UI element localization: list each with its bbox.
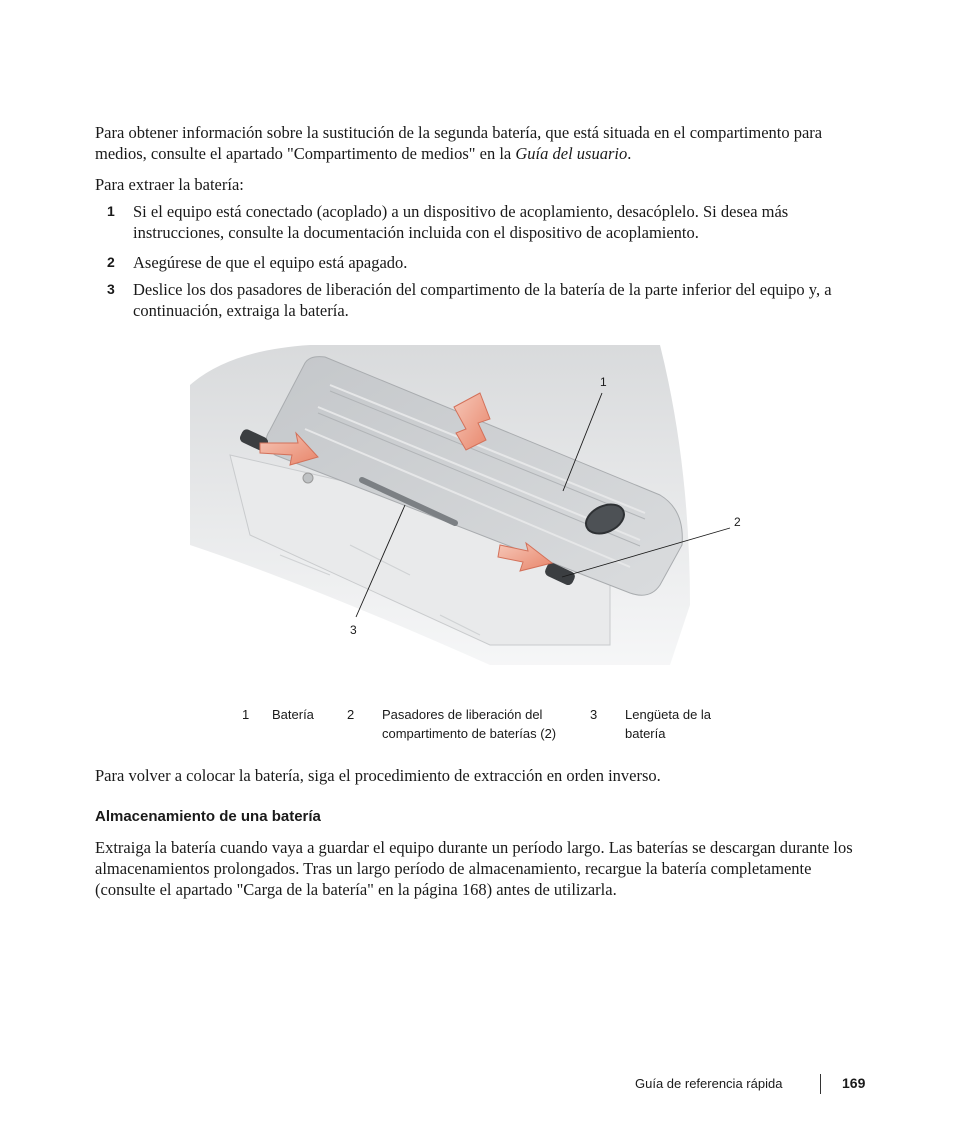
legend-label: Lengüeta de la batería [625,707,712,741]
steps-lead: Para extraer la batería: [95,175,244,194]
battery-removal-figure [190,345,750,675]
step-text: Si el equipo está conectado (acoplado) a un dispositivo de acoplamiento, desacóplelo. Si desea más instrucciones, consulte la documentación incluida con el dispositivo de acoplamiento. [133,202,789,242]
step-number: 1 [107,203,115,219]
page-number: 169 [842,1075,866,1091]
intro-end: . [627,144,632,163]
step-number: 2 [107,254,115,270]
step-2 [95,252,865,273]
step-text: Deslice los dos pasadores de liberación del compartimento de la batería de la parte inferior del equipo y, a continuación, extraiga la batería. [133,280,832,320]
user-guide-title: Guía del usuario [515,144,628,163]
callout-2: 2 [734,515,741,529]
step-1 [95,201,865,243]
legend-label: Pasadores de liberación del compartimento de baterías (2) [382,707,557,741]
callout-1: 1 [600,375,607,389]
reinstall-paragraph: Para volver a colocar la batería, siga el procedimiento de extracción en orden inverso. [95,766,661,785]
legend-number: 1 [242,707,250,722]
step-number: 3 [107,281,115,297]
legend-label: Batería [272,707,314,722]
footer-guide-title: Guía de referencia rápida [635,1076,783,1091]
legend-number: 3 [590,707,598,722]
step-3 [95,279,865,321]
callout-3: 3 [350,623,357,637]
intro-text: Para obtener información sobre la sustitución de la segunda batería, que está situada en el compartimento para medios, consulte el apartado "Compartimento de medios" en la [95,123,823,163]
intro-paragraph [95,122,865,164]
battery-illustration [190,345,750,675]
storage-paragraph: Extraiga la batería cuando vaya a guardar el equipo durante un período largo. Las baterías se descargan durante los almacenamientos prolongados. Tras un largo período de almacenamiento, recargue la batería completamente (consulte el apartado "Carga de la batería" en la página 168) antes de utilizarla. [95,838,853,899]
legend-number: 2 [347,707,355,722]
footer-separator [820,1074,821,1094]
step-text: Asegúrese de que el equipo está apagado. [133,253,408,272]
section-heading: Almacenamiento de una batería [95,808,321,825]
